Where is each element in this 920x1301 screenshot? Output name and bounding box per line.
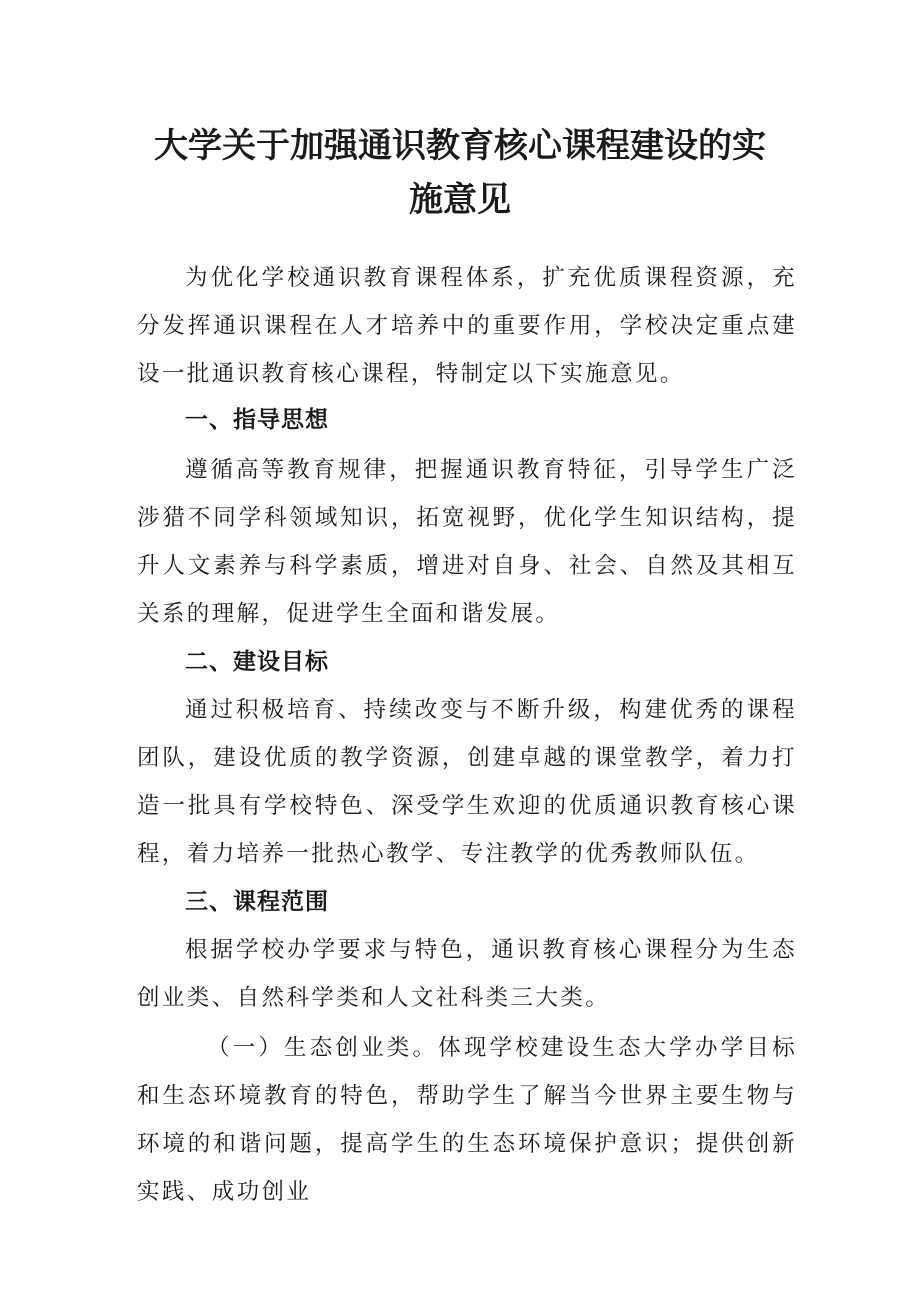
section-paragraph-guiding-ideology: 遵循高等教育规律，把握通识教育特征，引导学生广泛涉猎不同学科领域知识，拓宽视野，优化学生知识结构，提升人文素养与科学素质，增进对自身、社会、自然及其相互关系的理解，促进学生全面和谐发展。 bbox=[137, 457, 797, 627]
intro-paragraph: 为优化学校通识教育课程体系，扩充优质课程资源，充分发挥通识课程在人才培养中的重要作用，学校决定重点建设一批通识教育核心课程，特制定以下实施意见。 bbox=[137, 265, 797, 387]
document-title-line-1: 大学关于加强通识教育核心课程建设的实 bbox=[154, 126, 766, 166]
subsection-paragraph-ecological-entrepreneurship: （一）生态创业类。体现学校建设生态大学办学目标和生态环境教育的特色，帮助学生了解当今世界主要生物与环境的和谐问题，提高学生的生态环境保护意识；提供创新实践、成功创业 bbox=[137, 1035, 797, 1205]
section-heading-guiding-ideology: 一、指导思想 bbox=[185, 407, 329, 433]
section-paragraph-construction-goals: 通过积极培育、持续改变与不断升级，构建优秀的课程团队，建设优质的教学资源，创建卓越的课堂教学，着力打造一批具有学校特色、深受学生欢迎的优质通识教育核心课程，着力培养一批热心教学、专注教学的优秀教师队伍。 bbox=[137, 697, 797, 867]
section-heading-course-scope: 三、课程范围 bbox=[185, 889, 329, 915]
section-paragraph-course-scope: 根据学校办学要求与特色，通识教育核心课程分为生态创业类、自然科学类和人文社科类三大类。 bbox=[137, 937, 797, 1011]
document-title-line-2: 施意见 bbox=[409, 180, 511, 220]
section-heading-construction-goals: 二、建设目标 bbox=[185, 649, 329, 675]
